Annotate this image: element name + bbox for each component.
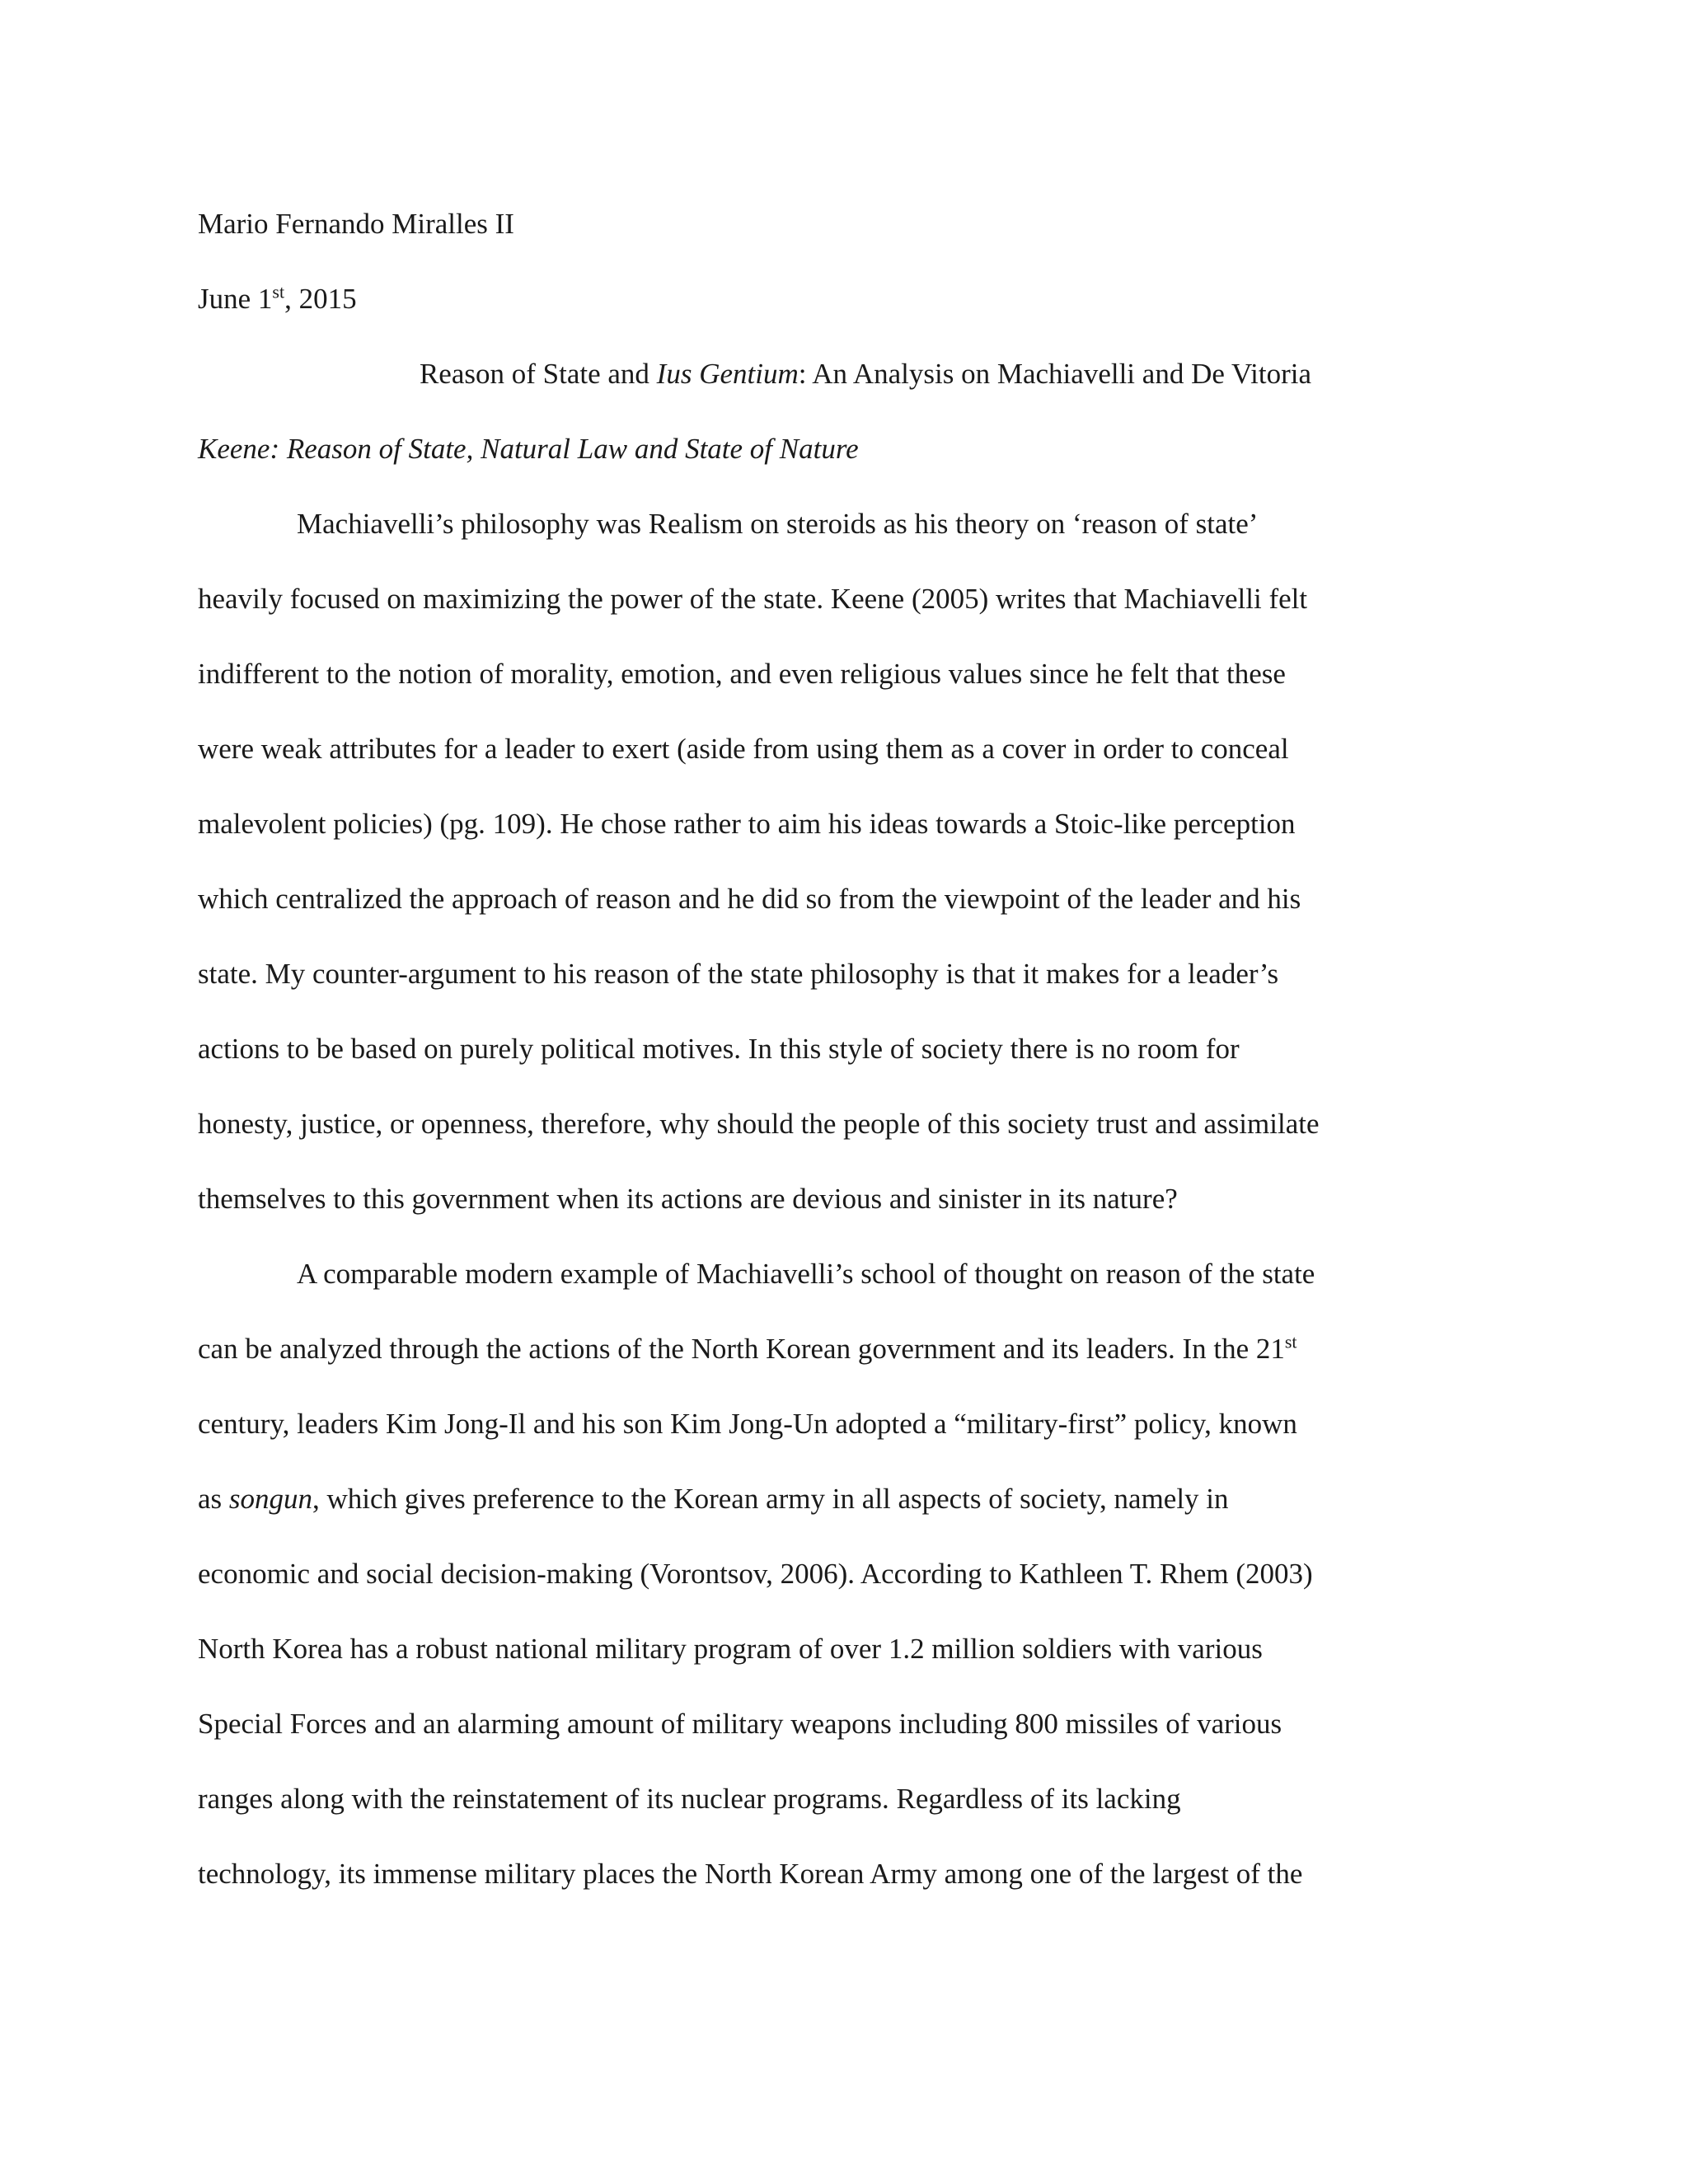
date-prefix: June 1: [198, 283, 273, 315]
paragraph2-line-suffix: , which gives preference to the Korean army in all aspects of society, namely in: [312, 1483, 1229, 1515]
songun-term: songun: [228, 1483, 313, 1515]
date-suffix: , 2015: [284, 283, 357, 315]
paragraph2-line: Special Forces and an alarming amount of military weapons including 800 missiles of various: [198, 1708, 1282, 1740]
paragraph2-line: ranges along with the reinstatement of its nuclear programs. Regardless of its lacking: [198, 1783, 1181, 1815]
section-heading: [198, 411, 1508, 486]
date-ordinal: st: [272, 281, 285, 302]
paragraph1-line: which centralized the approach of reason and he did so from the viewpoint of the leader and his: [198, 883, 1301, 915]
paragraph2-line: economic and social decision-making (Vorontsov, 2006). According to Kathleen T. Rhem (2003): [198, 1558, 1313, 1590]
paragraph2-line: [198, 1311, 1508, 1386]
author-name: Mario Fernando Miralles II: [198, 208, 514, 240]
century-ordinal: st: [1284, 1331, 1297, 1352]
paragraph2-line-text: A comparable modern example of Machiavelli’s school of thought on reason of the state: [297, 1258, 1315, 1290]
paragraph2-line-text: can be analyzed through the actions of the North Korean government and its leaders. In the 21: [198, 1333, 1285, 1365]
document-body: [198, 186, 1508, 1911]
document-title: [198, 336, 1508, 411]
paragraph1-line: malevolent policies) (pg. 109). He chose rather to aim his ideas towards a Stoic-like perception: [198, 808, 1296, 840]
paragraph1-line: honesty, justice, or openness, therefore, why should the people of this society trust and assimilate: [198, 1108, 1320, 1140]
paragraph2-line: [198, 1236, 1508, 1311]
paragraph1-line: were weak attributes for a leader to exert (aside from using them as a cover in order to conceal: [198, 733, 1289, 765]
paragraph1-line: indifferent to the notion of morality, emotion, and even religious values since he felt that these: [198, 658, 1286, 690]
paragraph2-line: technology, its immense military places the North Korean Army among one of the largest of the: [198, 1858, 1303, 1890]
paragraph2-line-prefix: as: [198, 1483, 229, 1515]
paragraph1-line: themselves to this government when its actions are devious and sinister in its nature?: [198, 1183, 1178, 1215]
title-italic: Ius Gentium: [656, 358, 799, 390]
paragraph1-line: state. My counter-argument to his reason of the state philosophy is that it makes for a leader’s: [198, 958, 1279, 990]
document-date: [198, 261, 1508, 336]
paragraph1-line: [198, 486, 1508, 561]
title-part1: Reason of State and: [419, 358, 657, 390]
paragraph1-line: actions to be based on purely political motives. In this style of society there is no room for: [198, 1033, 1240, 1065]
paragraph2-line: [198, 1461, 1508, 1536]
paragraph2-line: century, leaders Kim Jong-Il and his son Kim Jong-Un adopted a “military-first” policy, known: [198, 1408, 1297, 1440]
section-heading-text: Keene: Reason of State, Natural Law and State of Nature: [198, 433, 859, 465]
paragraph2-line: North Korea has a robust national military program of over 1.2 million soldiers with various: [198, 1633, 1263, 1665]
paragraph1-line: heavily focused on maximizing the power of the state. Keene (2005) writes that Machiavelli felt: [198, 583, 1308, 615]
title-part2: : An Analysis on Machiavelli and De Vitoria: [798, 358, 1312, 390]
paragraph1-line-text: Machiavelli’s philosophy was Realism on steroids as his theory on ‘reason of state’: [297, 508, 1259, 540]
